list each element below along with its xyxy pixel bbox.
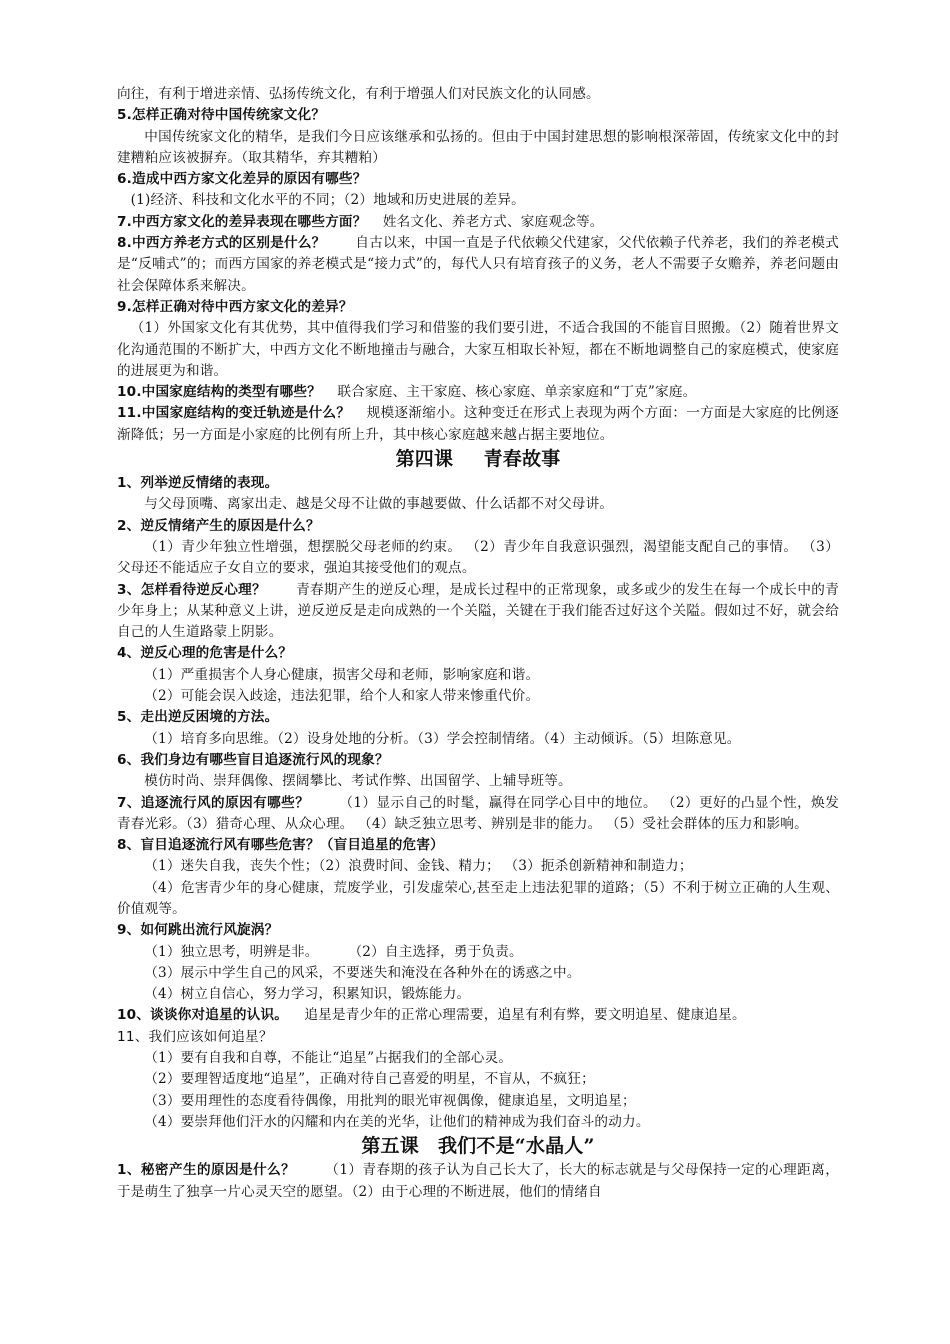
document-page: [117, 84, 839, 1203]
lesson-5-number: 第五课: [361, 1135, 419, 1158]
l4-answer-9-1: [117, 942, 839, 963]
l4-answer-11-3: （3）要用理性的态度看待偶像，用批判的眼光审视偶像，健康追星，文明追星；: [144, 1092, 636, 1109]
l4-question-3-heading: 3、怎样看待逆反心理？: [117, 581, 267, 598]
l4-answer-2: （1）青少年独立性增强，想摆脱父母老师的约束。 （2）青少年自我意识强烈，渴望能支配自己的事情。 （3）父母还不能适应子女自立的要求，强迫其接受他们的观点。: [117, 538, 839, 577]
l4-question-11-heading: 11、我们应该如何追星？: [117, 1028, 273, 1045]
l4-answer-3: 青春期产生的逆反心理，是成长过程中的正常现象，或多或少的发生在每一个成长中的青少年身上；从某种意义上讲，逆反逆反是走向成熟的一个关隘，关键在于我们能否过好这个关隘。假如过不好，就会给自己的人生道路蒙上阴影。: [117, 581, 840, 641]
l4-question-10: [117, 1005, 839, 1026]
question-11: [117, 403, 839, 446]
answer-5: 中国传统家文化的精华，是我们今日应该继承和弘扬的。但由于中国封建思想的影响根深蒂固，传统家文化中的封建糟粕应该被摒弃。（取其精华，弃其糟粕）: [117, 128, 839, 166]
l4-answer-1: 与父母顶嘴、离家出走、越是父母不让做的事越要做、什么话都不对父母讲。: [144, 496, 614, 513]
question-10-heading: 10.中国家庭结构的类型有哪些？: [117, 384, 321, 401]
l4-answer-8-1: （1）迷失自我，丧失个性；（2）浪费时间、金钱、精力； （3）扼杀创新精神和制造力；: [144, 858, 693, 875]
question-5-heading: 5.怎样正确对待中国传统家文化？: [117, 107, 326, 124]
l4-question-6-heading: 6、我们身边有哪些盲目追逐流行风的现象？: [117, 751, 389, 768]
lesson-4-number: 第四课: [395, 448, 454, 471]
question-8-heading: 8.中西方养老方式的区别是什么？: [117, 235, 326, 252]
question-9-heading: 9.怎样正确对待中西方家文化的差异？: [117, 298, 353, 315]
lesson-4-title: [117, 446, 839, 473]
l5-question-1: [117, 1160, 839, 1203]
l4-answer-11-4: （4）要崇拜他们汗水的闪耀和内在美的光华，让他们的精神成为我们奋斗的动力。: [144, 1113, 650, 1130]
answer-6: (1)经济、科技和文化水平的不同；（2）地域和历史进展的差异。: [130, 192, 525, 209]
answer-10: 联合家庭、主干家庭、核心家庭、单亲家庭和“丁克”家庭。: [337, 384, 697, 401]
answer-7: 姓名文化、养老方式、家庭观念等。: [382, 213, 604, 230]
l4-question-7-heading: 7、追逐流行风的原因有哪些？: [117, 794, 310, 811]
l4-answer-9-2: （3）展示中学生自己的风采，不要迷失和淹没在各种外在的诱惑之中。: [144, 964, 581, 981]
lesson-5-title: [117, 1133, 839, 1160]
lesson-4-name: 青春故事: [483, 448, 561, 471]
l4-question-7: [117, 793, 839, 836]
l4-answer-9-1a: （1）独立思考，明辨是非。: [144, 943, 319, 960]
l4-question-8-heading: 8、盲目追逐流行风有哪些危害？（盲目追星的危害）: [117, 837, 444, 854]
l4-question-4-heading: 4、逆反心理的危害是什么？: [117, 645, 293, 662]
l4-answer-4-2: （2）可能会误入歧途，违法犯罪，给个人和家人带来惨重代价。: [144, 688, 540, 705]
question-10: [117, 382, 839, 403]
paragraph-continuation: 向往，有利于增进亲情、弘扬传统文化，有利于增强人们对民族文化的认同感。: [117, 86, 600, 102]
l4-question-10-heading: 10、谈谈你对追星的认识。: [117, 1007, 289, 1024]
question-7: [117, 212, 839, 233]
question-11-heading: 11.中国家庭结构的变迁轨迹是什么？: [117, 405, 351, 422]
question-8: [117, 233, 839, 297]
question-6-heading: 6.造成中西方家文化差异的原因有哪些？: [117, 171, 367, 188]
lesson-5-name: 我们不是“水晶人”: [437, 1135, 595, 1158]
l4-answer-5: （1）培育多向思维。（2）设身处地的分析。（3）学会控制情绪。（4）主动倾诉。（5）坦陈意见。: [144, 730, 741, 747]
answer-11: 规模逐渐缩小。这种变迁在形式上表现为两个方面：一方面是大家庭的比例逐渐降低；另一方面是小家庭的比例有所上升，其中核心家庭越来越占据主要地位。: [117, 405, 839, 443]
l5-question-1-heading: 1、秘密产生的原因是什么？: [117, 1162, 296, 1179]
l4-answer-9-1b: （2）自主选择，勇于负责。: [348, 943, 523, 960]
l4-answer-6: 模仿时尚、崇拜偶像、摆阔攀比、考试作弊、出国留学、上辅导班等。: [144, 773, 572, 790]
l4-answer-9-3: （4）树立自信心，努力学习，积累知识，锻炼能力。: [144, 986, 471, 1003]
l4-question-1-heading: 1、列举逆反情绪的表现。: [117, 475, 279, 492]
l4-answer-11-1: （1）要有自我和自尊，不能让“追星”占据我们的全部心灵。: [144, 1050, 513, 1067]
l4-question-3: [117, 580, 839, 644]
l4-answer-7: （1）显示自己的时髦，赢得在同学心目中的地位。 （2）更好的凸显个性，焕发青春光彩。（3）猎奇心理、从众心理。 （4）缺乏独立思考、辨别是非的能力。 （5）受社会群体的压力和影响。: [117, 794, 839, 832]
answer-9: （1）外国家文化有其优势，其中值得我们学习和借鉴的我们要引进，不适合我国的不能盲目照搬。（2）随着世界文化沟通范围的不断扩大，中西方文化不断地撞击与融合，大家互相取长补短，都在不断地调整自己的家庭模式，使家庭的进展更为和谐。: [117, 320, 839, 379]
l5-answer-1: （1）青春期的孩子认为自己长大了，长大的标志就是与父母保持一定的心理距离，于是萌生了独享一片心灵天空的愿望。（2）由于心理的不断进展，他们的情绪自: [117, 1162, 839, 1200]
question-7-heading: 7.中西方家文化的差异表现在哪些方面？: [117, 213, 367, 230]
l4-answer-4-1: （1）严重损害个人身心健康，损害父母和老师，影响家庭和谐。: [144, 666, 540, 683]
answer-8: 自古以来，中国一直是子代依赖父代建家，父代依赖子代养老，我们的养老模式是“反哺式”的；而西方国家的养老模式是“接力式”的，每代人只有培育孩子的义务，老人不需要子女赡养，养老问题由社会保障体系来解决。: [117, 235, 840, 294]
l4-question-5-heading: 5、走出逆反困境的方法。: [117, 709, 279, 726]
l4-answer-11-2: （2）要理智适度地“追星”，正确对待自己喜爱的明星，不盲从，不疯狂；: [144, 1071, 595, 1088]
l4-question-2-heading: 2、逆反情绪产生的原因是什么？: [117, 517, 320, 534]
l4-answer-8-2: （4）危害青少年的身心健康，荒废学业，引发虚荣心,甚至走上违法犯罪的道路；（5）不利于树立正确的人生观、价值观等。: [117, 879, 839, 917]
l4-question-9-heading: 9、如何跳出流行风旋涡？: [117, 922, 279, 939]
l4-answer-10: 追星是青少年的正常心理需要，追星有利有弊，要文明追星、健康追星。: [304, 1007, 746, 1024]
